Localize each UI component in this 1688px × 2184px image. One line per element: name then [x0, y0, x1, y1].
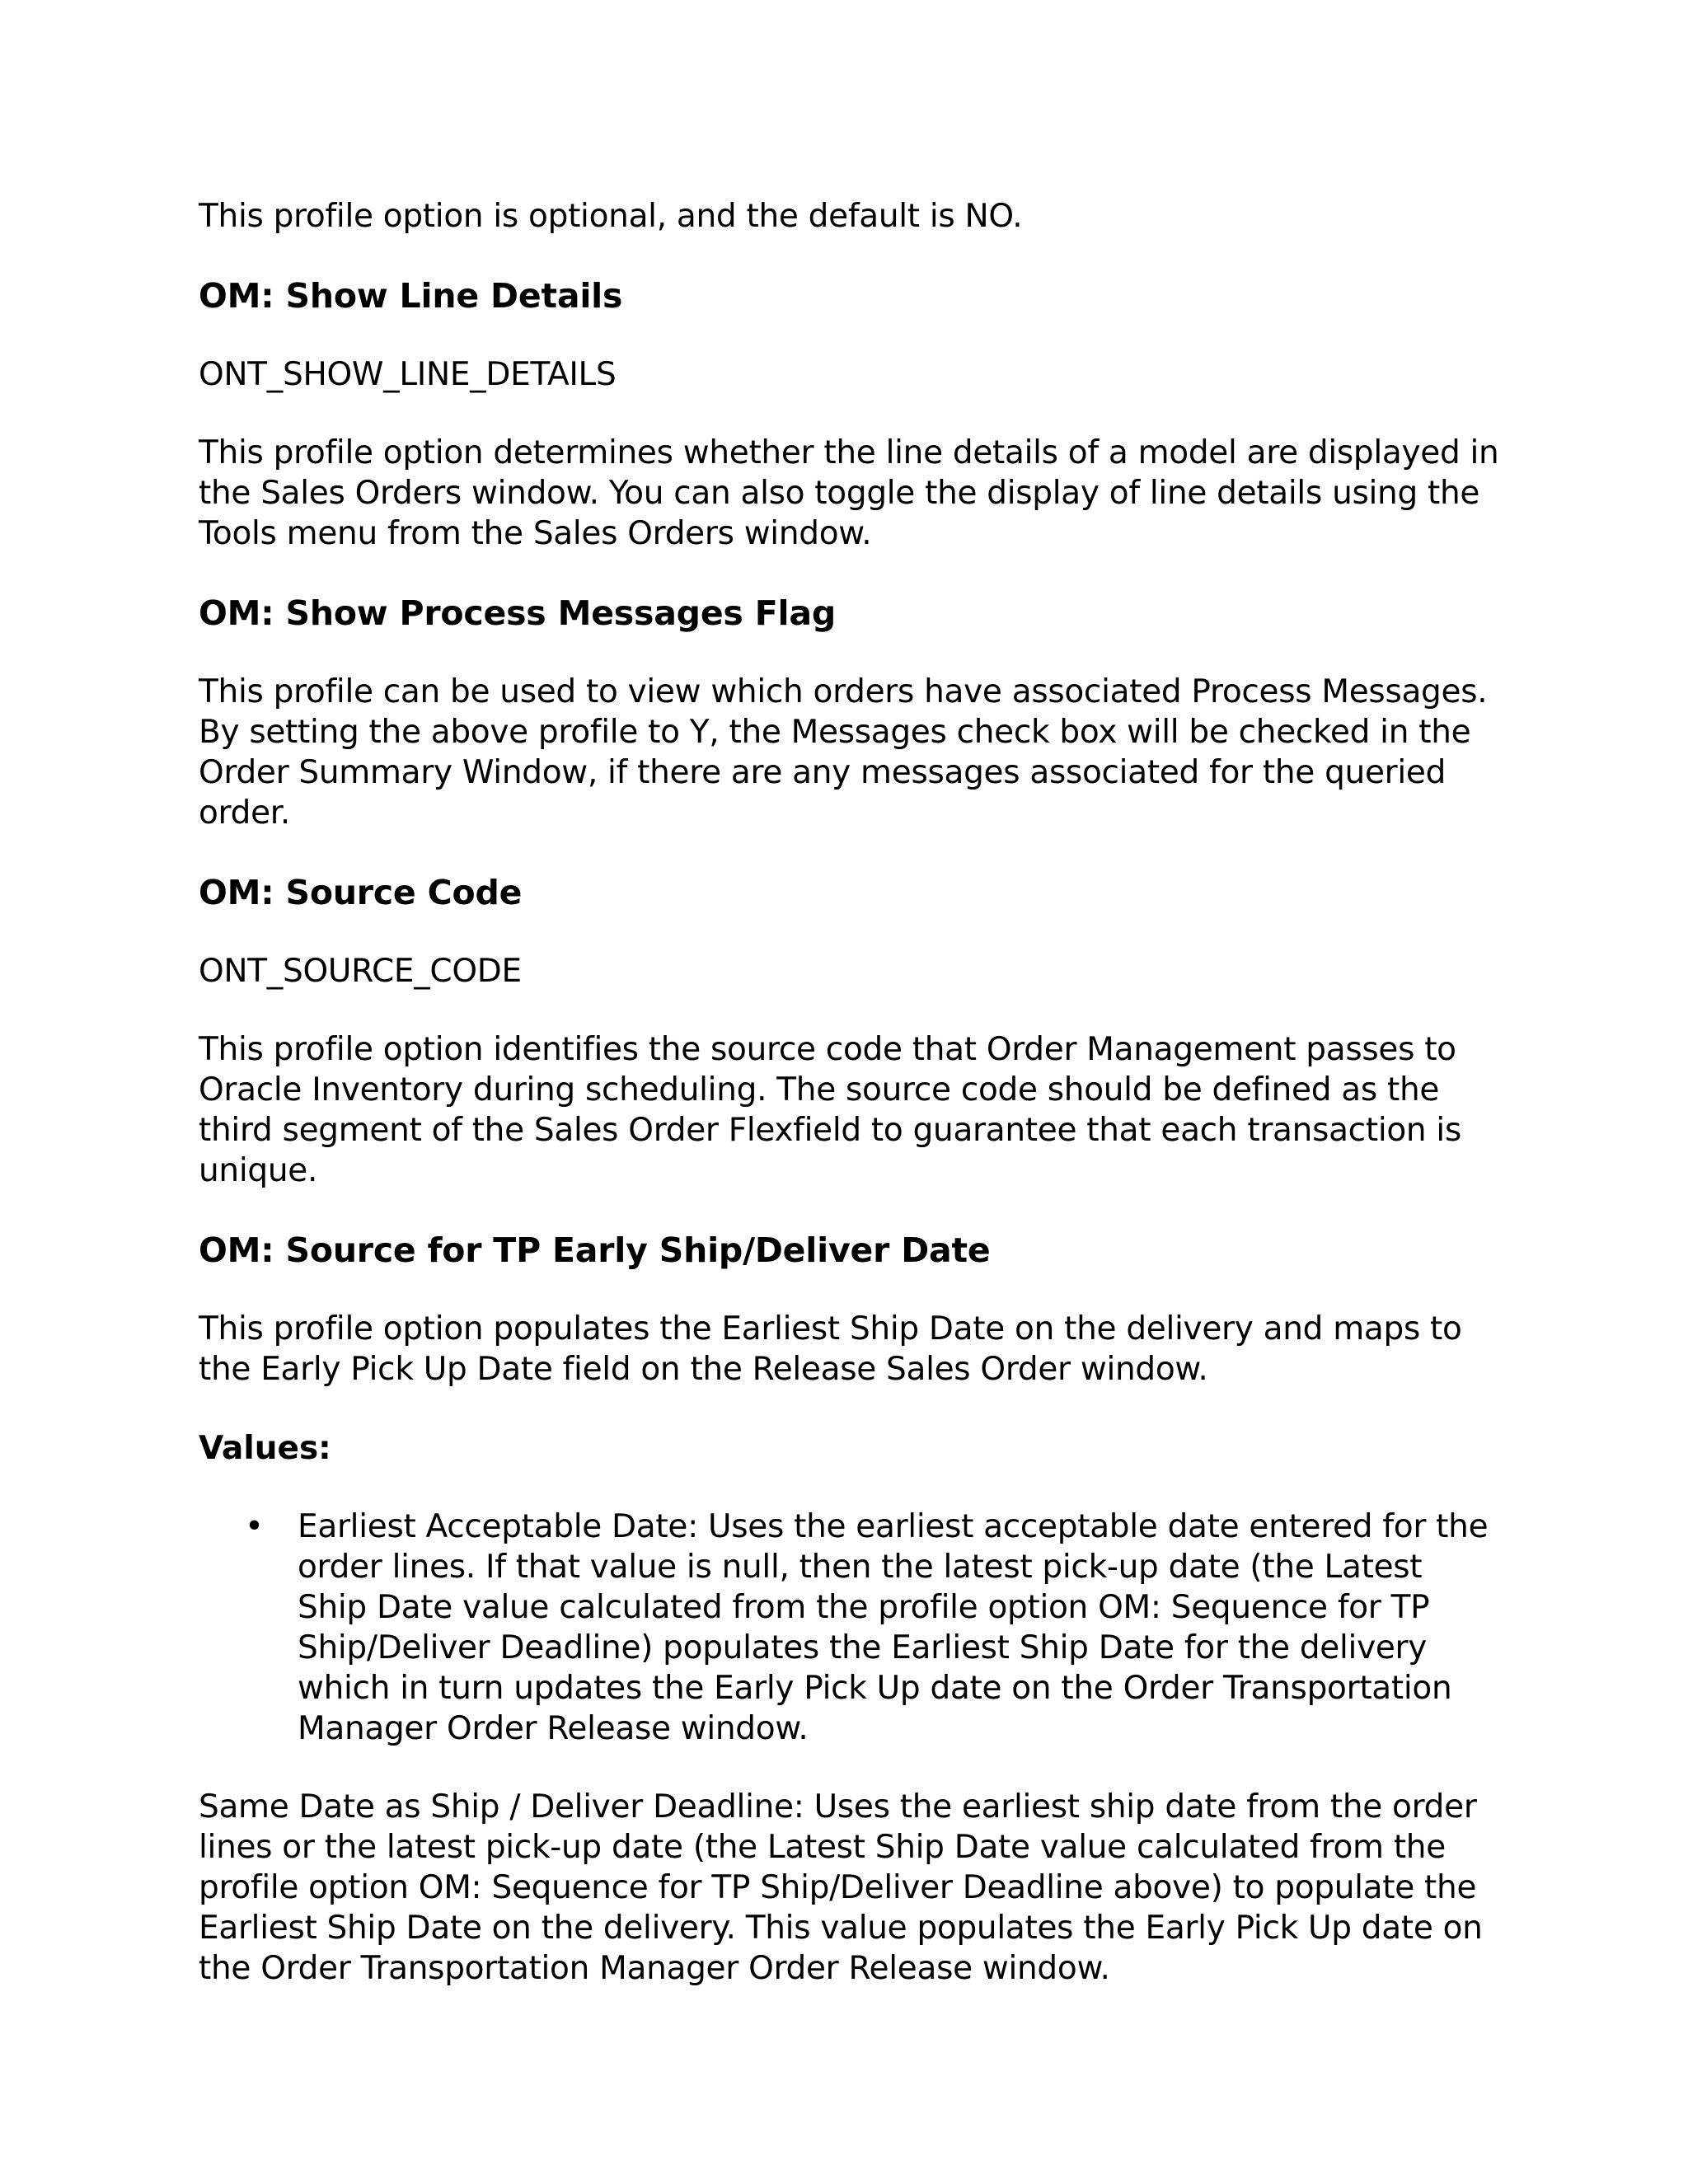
values-label: Values: [199, 1430, 331, 1467]
document-page [199, 196, 1501, 1989]
intro-paragraph: This profile option is optional, and the default is NO. [199, 198, 1023, 235]
list-item-text: Earliest Acceptable Date: Uses the earliest acceptable date entered for the order lines. If that value is null, then the latest pick-up date (the Latest Ship Date value calculated from the profile option OM: Sequence for TP Ship/Deliver Deadline) populates the Earliest Ship Date for the delivery which in turn updates the Early Pick Up date on the Order Transportation Manager Order Release window. [298, 1508, 1489, 1747]
heading-show-process-messages-flag: OM: Show Process Messages Flag [199, 593, 836, 633]
list-item [199, 1507, 1501, 1749]
paragraph-same-date-as-ship-deliver-deadline: Same Date as Ship / Deliver Deadline: Uses the earliest ship date from the order lines or the latest pick-up date (the Latest Ship Date value calculated from the profile option OM: Sequence for TP Ship/Deliver Deadline above) to populate the Earliest Ship Date on the delivery. This value populates the Early Pick Up date on the Order Transportation Manager Order Release window. [199, 1788, 1483, 1987]
code-show-line-details: ONT_SHOW_LINE_DETAILS [199, 356, 617, 393]
heading-source-for-tp-early-ship-deliver-date: OM: Source for TP Early Ship/Deliver Date [199, 1230, 991, 1270]
values-list [199, 1507, 1501, 1749]
bullet-icon: • [245, 1508, 264, 1545]
code-source-code: ONT_SOURCE_CODE [199, 953, 522, 990]
paragraph-show-line-details: This profile option determines whether the line details of a model are displayed in the Sales Orders window. You can also toggle the display of line details using the Tools menu from the Sales Orders window. [199, 434, 1499, 552]
heading-source-code: OM: Source Code [199, 873, 523, 912]
paragraph-source-for-tp-early-ship-deliver-date: This profile option populates the Earliest Ship Date on the delivery and maps to the Early Pick Up Date field on the Release Sales Order window. [199, 1310, 1462, 1388]
paragraph-source-code: This profile option identifies the source code that Order Management passes to Oracle Inventory during scheduling. The source code should be defined as the third segment of the Sales Order Flexfield to guarantee that each transaction is unique. [199, 1031, 1461, 1189]
paragraph-show-process-messages-flag: This profile can be used to view which orders have associated Process Messages. By setting the above profile to Y, the Messages check box will be checked in the Order Summary Window, if there are any messages associated for the queried order. [199, 673, 1488, 832]
heading-show-line-details: OM: Show Line Details [199, 276, 623, 316]
